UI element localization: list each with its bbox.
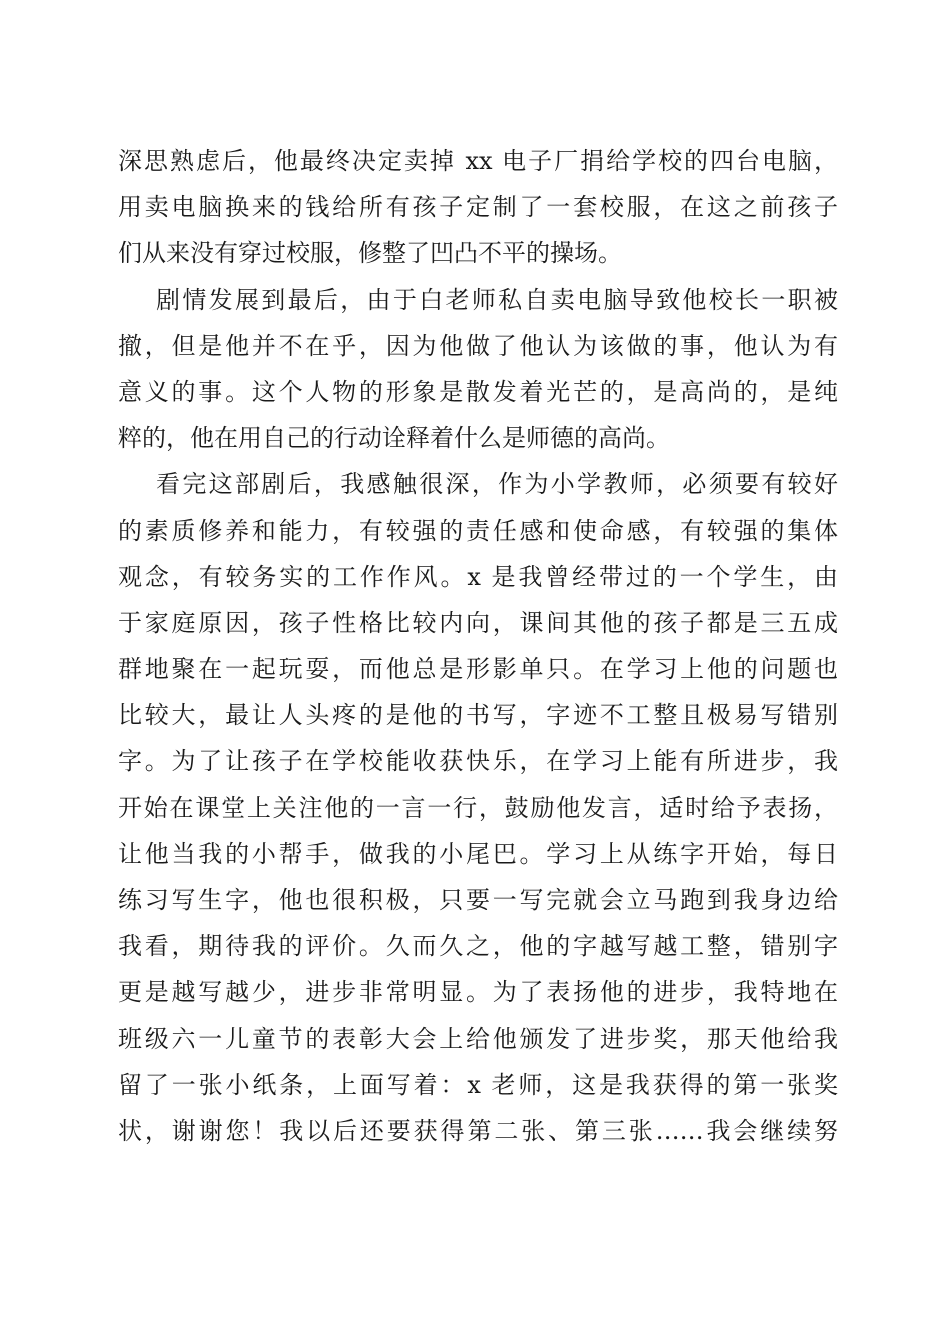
text-line: 留了一张小纸条，上面写着：x 老师，这是我获得的第一张奖 [118,1070,838,1099]
text-line: 们从来没有穿过校服，修整了凹凸不平的操场。 [118,239,622,268]
text-line: 看完这部剧后，我感触很深，作为小学教师，必须要有较好 [156,470,838,499]
text-line: 字。为了让孩子在学校能收获快乐，在学习上能有所进步，我 [118,747,838,776]
text-line: 更是越写越少，进步非常明显。为了表扬他的进步，我特地在 [118,978,838,1007]
text-line: 我看，期待我的评价。久而久之，他的字越写越工整，错别字 [118,932,838,961]
text-line: 开始在课堂上关注他的一言一行，鼓励他发言，适时给予表扬， [118,793,838,822]
text-line: 于家庭原因，孩子性格比较内向，课间其他的孩子都是三五成 [118,608,838,637]
text-line: 状，谢谢您！我以后还要获得第二张、第三张……我会继续努 [118,1116,838,1145]
text-line: 撤，但是他并不在乎，因为他做了他认为该做的事，他认为有 [118,331,838,360]
text-line: 剧情发展到最后，由于白老师私自卖电脑导致他校长一职被 [156,285,838,314]
text-line: 的素质修养和能力，有较强的责任感和使命感，有较强的集体 [118,516,838,545]
text-line: 粹的，他在用自己的行动诠释着什么是师德的高尚。 [118,424,670,453]
text-line: 让他当我的小帮手，做我的小尾巴。学习上从练字开始，每日 [118,839,838,868]
text-line: 观念，有较务实的工作作风。x 是我曾经带过的一个学生，由 [118,562,838,591]
text-line: 班级六一儿童节的表彰大会上给他颁发了进步奖，那天他给我 [118,1024,838,1053]
text-line: 深思熟虑后，他最终决定卖掉 xx 电子厂捐给学校的四台电脑， [118,147,838,175]
text-line: 意义的事。这个人物的形象是散发着光芒的，是高尚的，是纯 [118,377,838,406]
text-line: 用卖电脑换来的钱给所有孩子定制了一套校服，在这之前孩子 [118,193,838,222]
text-line: 比较大，最让人头疼的是他的书写，字迹不工整且极易写错别 [118,701,838,730]
text-line: 群地聚在一起玩耍，而他总是形影单只。在学习上他的问题也 [118,655,838,684]
body-text [118,138,838,1154]
text-line: 练习写生字，他也很积极，只要一写完就会立马跑到我身边给 [118,886,838,914]
